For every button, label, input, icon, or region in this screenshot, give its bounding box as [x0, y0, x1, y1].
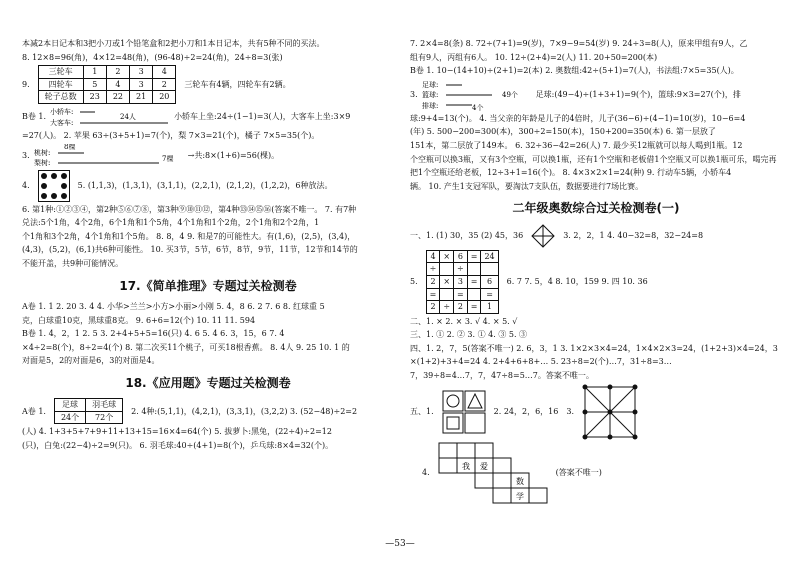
triangle-shape	[468, 394, 482, 408]
table-cell: 4	[106, 78, 129, 91]
answer-line: 5. (1,1,3)，(1,3,1)，(3,1,1)，(2,2,1)，(2,1,2)，(1,2,2)，6种放法。	[77, 180, 333, 190]
table-row	[426, 250, 498, 263]
answer-line: 本减2本日记本和3把小刀或1个铅笔盒和2把小刀和1本日记本，共有5种不同的买法。	[22, 39, 325, 48]
ball-line-diagram	[422, 79, 532, 111]
diagram-label: 足球:	[421, 80, 438, 89]
answer-line: 球:9+4=13(个)。 4. 当父亲的年龄是儿子的4倍时，儿子(36−6)÷(4−1)=10(岁)，10−6=4	[410, 113, 746, 123]
q5-block	[410, 250, 782, 314]
answer-line: 对面是5，2的对面是6，3的对面是4。	[22, 356, 160, 366]
answer-line: 二、1. × 2. × 3. √ 4. × 5. √	[410, 316, 518, 326]
dot-grid-figure	[582, 384, 638, 440]
dot	[51, 193, 57, 199]
answer-line: (4,3)，(5,2)，(6,1)共6种可能性。 10. 买3节，5节，6节，8节，9节，11节，12节和14节的	[22, 245, 358, 255]
table-cell: 足球	[54, 399, 85, 412]
grid-cell: 2	[426, 275, 440, 288]
table-cell: 3	[130, 78, 153, 91]
table-row	[54, 399, 122, 412]
dot	[41, 193, 47, 199]
answer-line: (人) 4. 1+3+5+7+9+11+13+15=16×4=64(个) 5. 拔萝卜:黑兔，(22÷4)÷2=12	[22, 427, 332, 437]
answer-line: 兑法:5个1角，4个2角，6个1角和1个5角，4个1角和1个2角，2个1角和2个2角，1	[22, 218, 320, 228]
answer-line: 一、1. (1) 30，35 (2) 45，36	[410, 230, 524, 240]
dot	[633, 409, 638, 414]
section-title: 17.《简单推理》专题过关检测卷	[119, 278, 297, 293]
table-cell: 24个	[54, 411, 85, 424]
dot-square-figure	[38, 170, 70, 202]
grid-cell	[467, 263, 481, 276]
table-cell: 22	[106, 91, 129, 104]
answer-3-block	[22, 144, 394, 168]
table-row	[38, 91, 176, 104]
word-grid-figure	[438, 442, 548, 504]
tree-line-diagram	[34, 144, 184, 168]
answer-line: ×4÷2=8(个)，8÷2=4(个) 8. 第二次买11个桃子，可买18根香蕉。 8. 4人 9. 25 10. 1 的	[22, 342, 350, 352]
answer-line: ×(1+2)+3+4=24 4. 2+4+6+8+… 5. 23÷8=2(个)…7，31÷8=3…	[410, 357, 672, 367]
grid-cell: 1	[481, 301, 498, 314]
item-number: 五、1.	[410, 406, 434, 416]
item-number: 3.	[410, 89, 418, 99]
table-row	[38, 78, 176, 91]
answer-line: 个1角和3个2角，4个1角和1个5角。 8. 8，4 9. 和是7的可能性大。有(1,6)，(2,5)，(3,4)，	[22, 231, 356, 241]
diagram-label: 篮球:	[421, 90, 438, 99]
grid-cell: 3	[454, 275, 468, 288]
table-cell: 20	[153, 91, 176, 104]
grid-cell: =	[454, 288, 468, 301]
square-outline	[443, 413, 463, 433]
circle-shape	[447, 395, 459, 407]
car-line-diagram	[50, 106, 170, 128]
table-cell: 23	[83, 91, 106, 104]
dot	[633, 434, 638, 439]
dot	[41, 183, 47, 189]
diagram-label: 排球:	[421, 101, 438, 110]
word-grid-lines	[439, 443, 547, 503]
diagram-brace-label: 24人	[120, 112, 136, 121]
q5b-block	[410, 384, 782, 440]
dot	[61, 173, 67, 179]
grid-cell: 6	[454, 250, 468, 263]
wheel-table	[38, 65, 177, 104]
item-number: 9.	[22, 79, 30, 89]
grid-word: 学	[515, 491, 524, 501]
item-number: 4.	[22, 180, 30, 190]
table-row	[426, 288, 498, 301]
answer-line: 8. 12×8=96(角)，4×12=48(角)，(96-48)÷2=24(角)，24÷8=3(张)	[22, 52, 283, 62]
diagram-side-label: 7棵	[161, 154, 174, 163]
table-cell: 轮子总数	[38, 91, 83, 104]
table-cell: 四轮车	[38, 78, 83, 91]
answer-line: 2. 4种:(5,1,1)，(4,2,1)，(3,3,1)，(3,2,2) 3. (52−48)÷2=2	[131, 406, 358, 416]
grid-cell: ×	[440, 275, 454, 288]
diagram-brace-label: 8棵	[63, 143, 76, 151]
kite-figure	[531, 224, 555, 248]
answer-line: (年) 5. 500−200=300(本)，300÷2=150(本)，150+200=350(本) 6. 第一层放了	[410, 127, 716, 137]
grid-cell	[481, 263, 498, 276]
grid-cell: 2	[426, 301, 440, 314]
table-cell: 21	[130, 91, 153, 104]
diagram-label: 小轿车:	[50, 107, 74, 116]
answer-line: 三、1. ① 2. ② 3. ① 4. ③ 5. ③	[410, 330, 528, 340]
answer-18-block	[22, 398, 394, 424]
table-cell: 三轮车	[38, 66, 83, 79]
ball-table	[54, 398, 123, 424]
dot	[608, 409, 613, 414]
dot	[608, 434, 613, 439]
grid-cell: ÷	[454, 263, 468, 276]
item-number: 5.	[410, 276, 418, 286]
diagram-label: 梨树:	[33, 158, 50, 167]
section-title: 二年级奥数综合过关检测卷(一)	[512, 201, 680, 216]
answer-line: (只)，白兔:(22−4)÷2=9(只)。 6. 羽毛球:40÷(4+1)=8(个)，乒乓球:8×4=32(个)。	[22, 441, 334, 451]
grid-cell: ÷	[440, 301, 454, 314]
answer-b1-block	[22, 106, 394, 128]
table-cell: 3	[130, 66, 153, 79]
table-cell: 2	[106, 66, 129, 79]
diagram-label: 桃树:	[33, 148, 50, 157]
item-number: A卷 1.	[22, 406, 46, 416]
dot	[61, 193, 67, 199]
q1-block	[410, 224, 782, 248]
answer-line: 2. 24，2，6，16	[493, 406, 559, 416]
page-number: —53—	[385, 539, 415, 549]
right-column	[410, 38, 782, 506]
answer-line: 7，39÷8=4…7，7，47÷8=5…7。答案不唯一。	[410, 371, 594, 381]
grid-cell: 4	[426, 250, 440, 263]
dot	[61, 183, 67, 189]
item-number: 3.	[22, 150, 30, 160]
answer-line: 把1个空瓶还给老板，12÷3+1=16(个)。 8. 4×3×2×1=24(种) 9. 行动车5辆，小轿车4	[410, 168, 732, 178]
dot	[583, 409, 588, 414]
dot	[51, 173, 57, 179]
answer-9-block	[22, 65, 394, 104]
answer-line: B卷 1. 10−(14+10)÷(2+1)=2(本) 2. 奥数组:42÷(5+1)=7(人)，书法组:7×5=35(人)。	[410, 66, 739, 76]
answer-line: 6. 第1种:①②③④，第2种⑤⑥⑦⑧，第3种⑨⑩⑪⑫，第4种⑬⑭⑮⑯(答案不唯一。 7. 有7种	[22, 204, 357, 214]
grid-cell: =	[481, 288, 498, 301]
item-number: 4.	[422, 467, 430, 477]
answer-line: 足球:(49−4)÷(1+3+1)=9(个)，篮球:9×3=27(个)，排	[535, 89, 741, 99]
answer-note: (答案不唯一)	[555, 467, 602, 477]
q4grid-block	[422, 442, 782, 504]
grid-cell: =	[467, 275, 481, 288]
table-row	[38, 66, 176, 79]
table-row	[426, 263, 498, 276]
grid-cell: =	[426, 288, 440, 301]
answer-ball-block	[410, 79, 782, 111]
answer-note: 三轮车有4辆，四轮车有2辆。	[184, 79, 291, 89]
answer-4-block	[22, 170, 394, 202]
item-number: B卷 1.	[22, 112, 47, 122]
answer-line: 克，白球重10克，黑球重8克。 9. 6+6=12(个) 10. 11 11. 594	[22, 315, 256, 325]
table-cell: 5	[83, 78, 106, 91]
table-row	[426, 301, 498, 314]
square-shape	[447, 417, 459, 429]
table-cell: 2	[153, 78, 176, 91]
grid-cell: 2	[454, 301, 468, 314]
answer-line: 个空瓶可以换3瓶，又有3个空瓶，可以换1瓶，还有1个空瓶和老板借1个空瓶又可以换1瓶可乐，喝完再	[410, 154, 777, 164]
diagram-label: 大客车:	[50, 118, 74, 127]
grid-cell	[467, 288, 481, 301]
arithmetic-grid	[426, 250, 499, 314]
shapes-figure	[442, 390, 486, 434]
grid-word: 数	[515, 476, 524, 486]
answer-line: A卷 1. 1 2. 20 3. 4 4. 小华>兰兰>小方>小丽>小刚 5. 4，8 6. 2 7. 6 8. 红球重 5	[22, 301, 325, 311]
answer-line: B卷 1. 4，2，1 2. 5 3. 2+4+5+5=16(只) 4. 6 5. 4 6. 3，15，6 7. 4	[22, 329, 285, 339]
grid-cell: =	[467, 301, 481, 314]
answer-line: 3. 2，2，1 4. 40−32=8，32−24=8	[563, 230, 704, 240]
table-row	[54, 411, 122, 424]
table-cell: 72个	[86, 411, 123, 424]
grid-cell: ×	[440, 250, 454, 263]
answer-line: 组有9人，丙组有6人。 10. 12÷(2+4)=2(人) 11. 20+50=200(本)	[410, 52, 658, 62]
grid-cell: ÷	[426, 263, 440, 276]
table-cell: 1	[83, 66, 106, 79]
diagram-small-label: 4个	[471, 103, 484, 111]
answer-line: 小轿车上坐:24÷(1−1)=3(人)，大客车上坐:3×9	[174, 112, 351, 122]
grid-cell	[440, 263, 454, 276]
dot	[633, 384, 638, 389]
grid-word: 我	[461, 461, 470, 471]
answer-line: =27(人)。 2. 苹果 63÷(3+5+1)=7(个)，梨 7×3=21(个)，橘子 7×5=35(个)。	[22, 130, 320, 140]
dot	[608, 384, 613, 389]
diagram-side-label: 49个	[501, 90, 518, 99]
grid-cell	[440, 288, 454, 301]
section-title: 18.《应用题》专题过关检测卷	[125, 375, 291, 390]
answer-line: 四、1. 2，7，5(答案不唯一) 2. 6，3，1 3. 1×2×3×4=24，1×4×2×3=24，(1+2+3)×4=24，3	[410, 343, 778, 353]
dot	[583, 384, 588, 389]
answer-line: 辆。 10. 产生1支冠军队，要淘汰7支队伍，数据要进行7场比赛。	[410, 181, 644, 191]
table-row	[426, 275, 498, 288]
answer-line: 7. 2×4=8(条) 8. 72÷(7+1)=9(岁)，7×9−9=54(岁) 9. 24÷3=8(人)，原来甲组有9人，乙	[410, 39, 748, 48]
dot	[583, 434, 588, 439]
left-column	[22, 38, 394, 454]
grid-cell: 6	[481, 275, 498, 288]
answer-line: 151本，第二层放了149本。 6. 32÷36−42=26(人) 7. 最少买12瓶就可以每人喝到1瓶。12	[410, 140, 743, 150]
answer-line: 6. 7 7. 5，4 8. 10，159 9. 四 10. 36	[506, 276, 648, 286]
answer-line: 不能开盖，共9种可能情况。	[22, 258, 124, 268]
grid-cell: 24	[481, 250, 498, 263]
square-outline	[443, 391, 463, 411]
table-cell: 羽毛球	[86, 399, 123, 412]
item-number: 3.	[566, 406, 574, 416]
square-outline	[465, 413, 485, 433]
dot	[41, 173, 47, 179]
grid-word: 爱	[479, 461, 488, 471]
answer-line: →共:8×(1+6)=56(棵)。	[187, 150, 280, 160]
grid-cell: =	[467, 250, 481, 263]
table-cell: 4	[153, 66, 176, 79]
